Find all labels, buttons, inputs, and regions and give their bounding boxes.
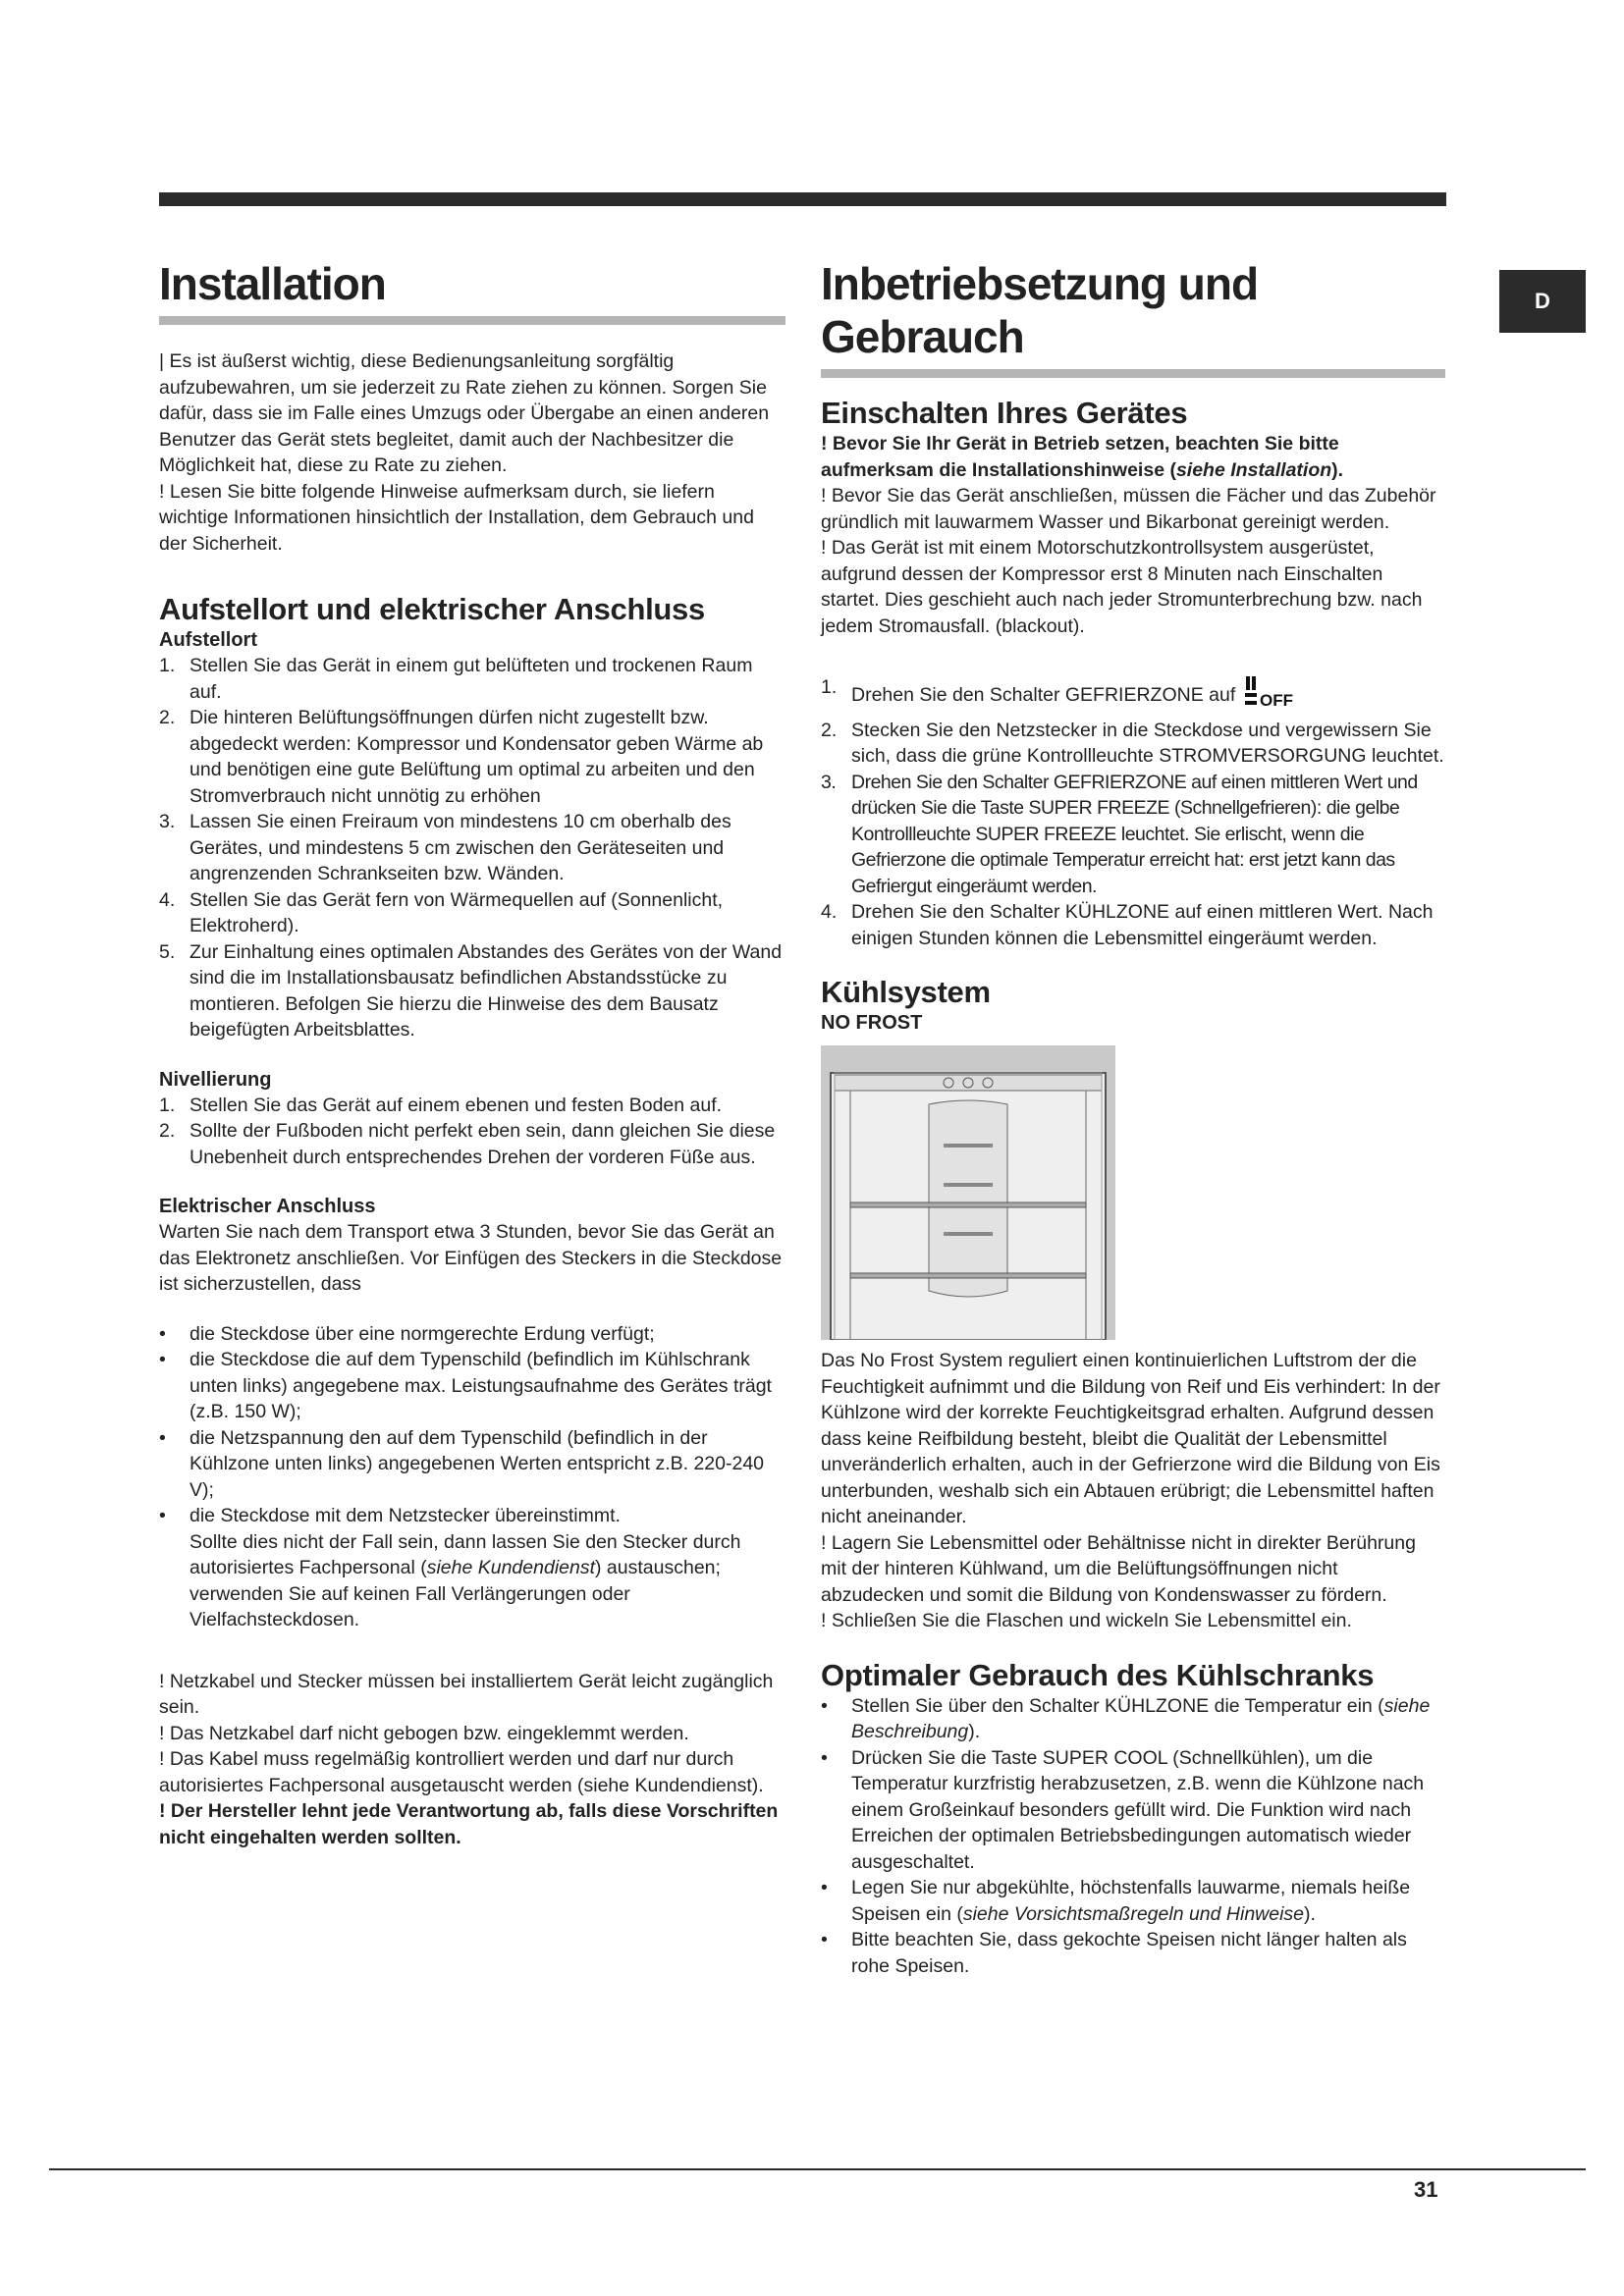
list-item: 4. Stellen Sie das Gerät fern von Wärmequellen auf (Sonnenlicht, Elektroherd).: [159, 888, 724, 936]
list-item: • die Steckdose die auf dem Typenschild (befindlich im Kühlschrank unten links) angegebene max. Leistungsaufnahme des Gerätes trägt (z.B. 150 W);: [159, 1347, 785, 1425]
elektrisch-continuation: Sollte dies nicht der Fall sein, dann lassen Sie den Stecker durch autorisiertes Fachpersonal (siehe Kundendienst) austauschen; verwenden Sie auf keinen Fall Verlängerungen oder Vielfachsteckdosen.: [189, 1530, 741, 1630]
top-bar: [159, 192, 1446, 206]
switch-off-icon: [1241, 674, 1302, 718]
optimal-bullets: [821, 1693, 1445, 1980]
aufstellort-list: [159, 653, 785, 1043]
left-column: [159, 257, 785, 1850]
kuehlsystem-text: Das No Frost System reguliert einen kontinuierlichen Luftstrom der die Feuchtigkeit aufnimmt und die Bildung von Reif und Eis verhindert: In der Kühlzone wird der korrekte Feuchtigkeitsgrad erhalten. Aufgrund dessen dass keine Reifbildung besteht, bleibt die Qualität der Lebensmittel unveränderlich erhalten, auch in der Gefrierzone wird die Bildung von Eis unterbunden, weshalb sich ein Abtauen erübrigt; die Lebensmittel haften nicht aneinander.: [821, 1350, 1440, 1527]
list-item: 2. Stecken Sie den Netzstecker in die Steckdose und vergewissern Sie sich, dass die grüne Kontrollleuchte STROMVERSORGUNG leuchtet.: [821, 719, 1444, 767]
warning-text: ! Das Netzkabel darf nicht gebogen bzw. eingeklemmt werden.: [159, 1722, 689, 1744]
aufstellort-heading: Aufstellort: [159, 629, 257, 651]
list-item: 2. Die hinteren Belüftungsöffnungen dürfen nicht zugestellt bzw. abgedeckt werden: Kompressor und Kondensator geben Wärme ab und benötigen eine gute Belüftung um optimal zu arbeiten und den Stromverbrauch nicht unnötig zu erhöhen: [159, 707, 764, 807]
footer-rule: [49, 2168, 1586, 2170]
inbetriebsetzung-title-line2: Gebrauch: [821, 311, 1024, 362]
einschalten-paragraph: ! Bevor Sie das Gerät anschließen, müssen die Fächer und das Zubehör gründlich mit lauwarmem Wasser und Bikarbonat gereinigt werden.: [821, 485, 1436, 533]
list-item: 3. Drehen Sie den Schalter GEFRIERZONE auf einen mittleren Wert und drücken Sie die Taste SUPER FREEZE (Schnellgefrieren): die gelbe Kontrollleuchte SUPER FREEZE leuchtet. Sie erlischt, wenn die Gefrierzone die optimale Temperatur erreicht hat: erst jetzt kann das Gefriergut eingeräumt werden.: [821, 771, 1418, 897]
list-item: 5. Zur Einhaltung eines optimalen Abstandes des Gerätes von der Wand sind die im Installationsbausatz befindlichen Abstandsstücke zu montieren. Befolgen Sie hierzu die Hinweise des dem Bausatz beigefügten Arbeitsblattes.: [159, 940, 783, 1041]
nivellierung-list: [159, 1093, 785, 1171]
intro-paragraph: | Es ist äußerst wichtig, diese Bedienungsanleitung sorgfältig aufzubewahren, um sie jederzeit zu Rate ziehen zu können. Sorgen Sie dafür, dass sie im Falle eines Umzugs oder Übergabe an einen anderen Benutzer das Gerät stets begleitet, damit auch der Nachbesitzer die Möglichkeit hat, diese zu Rate zu ziehen.: [159, 350, 770, 476]
list-item: 1. Stellen Sie das Gerät in einem gut belüfteten und trockenen Raum auf.: [159, 655, 753, 703]
elektrisch-heading: Elektrischer Anschluss: [159, 1196, 376, 1217]
fridge-interior-image: [821, 1045, 1115, 1340]
warning-text: ! Das Kabel muss regelmäßig kontrolliert werden und darf nur durch autorisiertes Fachpersonal ausgetauscht werden (siehe Kundendienst).: [159, 1748, 764, 1796]
installation-title: Installation: [159, 258, 386, 309]
list-item: • Drücken Sie die Taste SUPER COOL (Schnellkühlen), um die Temperatur kurzfristig herabzusetzen, z.B. wenn die Kühlzone nach einem Großeinkauf besonders gefüllt wird. Die Funktion wird nach Erreichen der optimalen Betriebsbedingungen automatisch wieder ausgeschaltet.: [821, 1745, 1445, 1876]
list-item: • die Netzspannung den auf dem Typenschild (befindlich in der Kühlzone unten links) angegebenen Werten entspricht z.B. 220-240 V);: [159, 1425, 785, 1504]
optimal-heading: Optimaler Gebrauch des Kühlschranks: [821, 1657, 1375, 1692]
off-label: OFF: [1259, 691, 1293, 710]
warning-text: ! Schließen Sie die Flaschen und wickeln Sie Lebensmittel ein.: [821, 1610, 1352, 1631]
list-item: • Bitte beachten Sie, dass gekochte Speisen nicht länger halten als rohe Speisen.: [821, 1927, 1445, 1979]
einschalten-paragraph: ! Das Gerät ist mit einem Motorschutzkontrollsystem ausgerüstet, aufgrund dessen der Kompressor erst 8 Minuten nach Einschalten startet. Dies geschieht auch nach jeder Stromunterbrechung bzw. nach jedem Stromausfall. (blackout).: [821, 537, 1423, 637]
einschalten-steps: [821, 674, 1445, 951]
einschalten-bold-note: ! Bevor Sie Ihr Gerät in Betrieb setzen, beachten Sie bitte aufmerksam die Installationshinweise (siehe Installation).: [821, 433, 1344, 481]
warning-text: ! Lagern Sie Lebensmittel oder Behältnisse nicht in direkter Berührung mit der hinteren Kühlwand, um die Belüftungsöffnungen nicht abzudecken und somit die Bildung von Kondenswasser zu fördern.: [821, 1531, 1416, 1606]
list-item: 4. Drehen Sie den Schalter KÜHLZONE auf einen mittleren Wert. Nach einigen Stunden können die Lebensmittel eingeräumt werden.: [821, 901, 1434, 949]
nivellierung-heading: Nivellierung: [159, 1068, 272, 1091]
title-rule: [159, 316, 785, 325]
einschalten-heading: Einschalten Ihres Gerätes: [821, 396, 1188, 430]
intro-paragraph: ! Lesen Sie bitte folgende Hinweise aufmerksam durch, sie liefern wichtige Informationen hinsichtlich der Installation, dem Gebrauch und der Sicherheit.: [159, 480, 754, 555]
right-column: [821, 257, 1445, 1979]
list-item: • Stellen Sie über den Schalter KÜHLZONE die Temperatur ein (siehe Beschreibung).: [821, 1693, 1445, 1745]
title-rule: [821, 369, 1445, 378]
section-title-aufstellort: Aufstellort und elektrischer Anschluss: [159, 592, 705, 626]
list-item: 3. Lassen Sie einen Freiraum von mindestens 10 cm oberhalb des Gerätes, und mindestens 5 cm zwischen den Geräteseiten und angrenzenden Schrankseiten bzw. Wänden.: [159, 811, 731, 884]
kuehlsystem-heading: Kühlsystem: [821, 975, 991, 1009]
no-frost-subheading: NO FROST: [821, 1012, 923, 1034]
language-tab: D: [1499, 270, 1586, 333]
list-item: • die Steckdose über eine normgerechte Erdung verfügt;: [159, 1321, 785, 1348]
warning-text: ! Netzkabel und Stecker müssen bei installiertem Gerät leicht zugänglich sein.: [159, 1670, 774, 1718]
inbetriebsetzung-title-line1: Inbetriebsetzung und: [821, 258, 1259, 309]
page-number: 31: [1414, 2177, 1438, 2202]
list-item: 1. Drehen Sie den Schalter GEFRIERZONE auf OFF: [821, 674, 1445, 718]
list-item: • Legen Sie nur abgekühlte, höchstenfalls lauwarme, niemals heiße Speisen ein (siehe Vorsichtsmaßregeln und Hinweise).: [821, 1875, 1445, 1927]
list-item: 2. Sollte der Fußboden nicht perfekt eben sein, dann gleichen Sie diese Unebenheit durch entsprechendes Drehen der vorderen Füße aus.: [159, 1120, 776, 1168]
list-item: • die Steckdose mit dem Netzstecker übereinstimmt.: [159, 1503, 785, 1529]
final-warning: ! Der Hersteller lehnt jede Verantwortung ab, falls diese Vorschriften nicht eingehalten werden sollten.: [159, 1800, 779, 1848]
elektrisch-bullets: [159, 1321, 785, 1529]
list-item: 1. Stellen Sie das Gerät auf einem ebenen und festen Boden auf.: [159, 1094, 723, 1116]
elektrisch-text: Warten Sie nach dem Transport etwa 3 Stunden, bevor Sie das Gerät an das Elektronetz anschließen. Vor Einfügen des Steckers in die Steckdose ist sicherzustellen, dass: [159, 1221, 783, 1295]
